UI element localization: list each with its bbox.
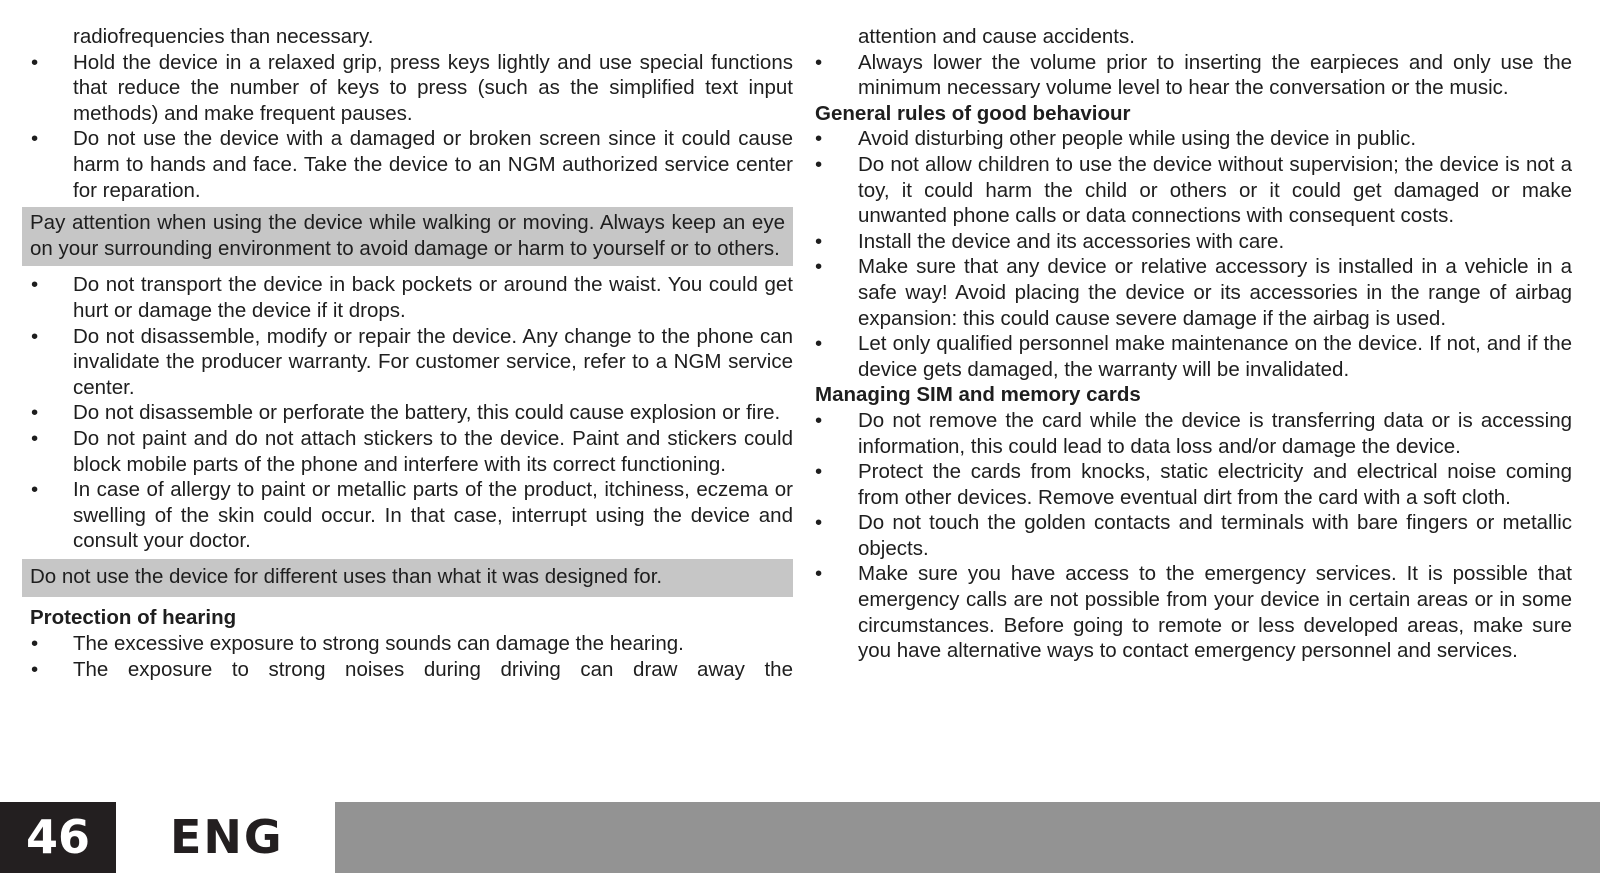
attention-note-box [22,207,793,266]
list-item: • Do not use the device with a damaged or broken screen since it could cause harm to hands and face. Take the device to an NGM authorized service center for reparation. [22,126,793,203]
list-item: • Always lower the volume prior to inserting the earpieces and only use the minimum necessary volume level to hear the conversation or the music. [815,50,1572,101]
list-item: • Avoid disturbing other people while using the device in public. [815,126,1572,152]
continued-text: radiofrequencies than necessary. [73,25,374,48]
list-item: • The excessive exposure to strong sounds can damage the hearing. [22,631,793,657]
list-item: • Do not disassemble or perforate the battery, this could cause explosion or fire. [22,400,793,426]
usage-note-box [22,559,793,598]
list-item: • Do not transport the device in back pockets or around the waist. You could get hurt or damage the device if it drops. [22,272,793,323]
list-item: • Make sure you have access to the emergency services. It is possible that emergency calls are not possible from your device in certain areas or in some circumstances. Before going to remote or less developed areas, make sure you have alternative ways to contact emergency personnel and services. [815,561,1572,663]
list-item: • Install the device and its accessories with care. [815,229,1572,255]
continued-text: attention and cause accidents. [858,25,1135,48]
usage-note-text: Do not use the device for different uses than what it was designed for. [30,564,663,588]
section-heading-hearing: Protection of hearing [30,606,237,630]
list-item: • The exposure to strong noises during driving can draw away the [22,657,793,683]
list-item: • Protect the cards from knocks, static electricity and electrical noise coming from other devices. Remove eventual dirt from the card with a soft cloth. [815,459,1572,510]
language-label: ENG [170,810,284,864]
list-item: • Do not touch the golden contacts and terminals with bare fingers or metallic objects. [815,510,1572,561]
section-heading-sim: Managing SIM and memory cards [815,383,1141,407]
list-item: • In case of allergy to paint or metallic parts of the product, itchiness, eczema or swelling of the skin could occur. In that case, interrupt using the device and consult your doctor. [22,477,793,554]
list-item: • Make sure that any device or relative accessory is installed in a vehicle in a safe way! Avoid placing the device or its accessories in the range of airbag expansion: this could cause severe damage if the airbag is used. [815,254,1572,331]
list-item: • Do not allow children to use the device without supervision; the device is not a toy, it could harm the child or others or it could get damaged or make unwanted phone calls or data connections with consequent costs. [815,152,1572,229]
list-item: • Hold the device in a relaxed grip, press keys lightly and use special functions that reduce the number of keys to press (such as the simplified text input methods) and make frequent pauses. [22,50,793,127]
list-item: • Do not paint and do not attach stickers to the device. Paint and stickers could block mobile parts of the phone and interfere with its correct functioning. [22,426,793,477]
left-column [22,24,793,682]
attention-note-text: Pay attention when using the device while walking or moving. Always keep an eye on your surrounding environment to avoid damage or harm to yourself or to others. [30,211,785,260]
list-item: • Do not remove the card while the device is transferring data or is accessing information, this could lead to data loss and/or damage the device. [815,408,1572,459]
list-item: • Let only qualified personnel make maintenance on the device. If not, and if the device gets damaged, the warranty will be invalidated. [815,331,1572,382]
footer-bar [335,802,1600,873]
page-number: 46 [0,802,116,873]
right-column [815,24,1572,664]
section-heading-behaviour: General rules of good behaviour [815,101,1131,125]
list-item: • Do not disassemble, modify or repair the device. Any change to the phone can invalidate the producer warranty. For customer service, refer to a NGM service center. [22,324,793,401]
